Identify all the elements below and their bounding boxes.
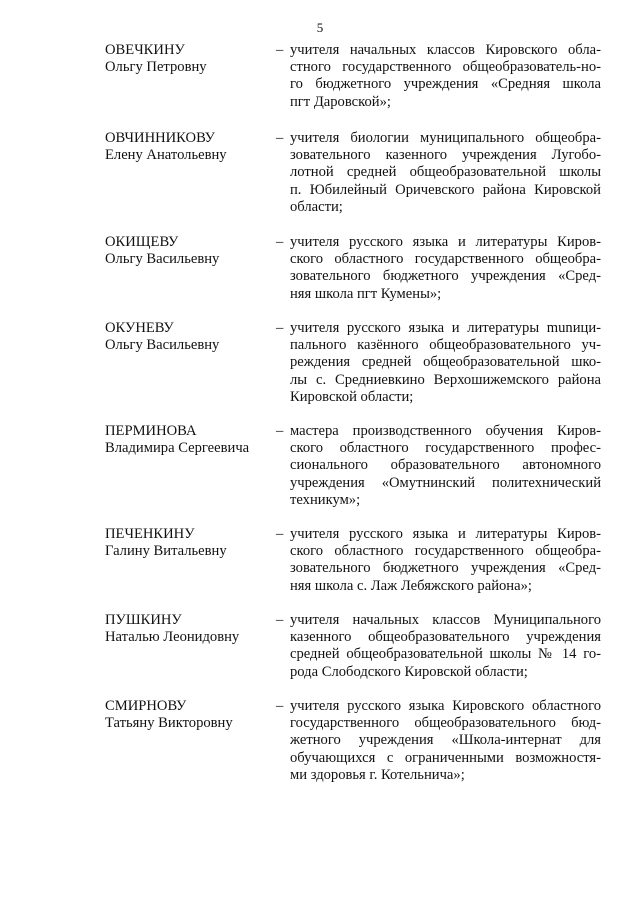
description-line: учителя русского языка Кировского областного — [290, 698, 601, 714]
description-line: го бюджетного учреждения «Средняя школа — [290, 76, 601, 93]
entry-dash: – — [276, 320, 284, 336]
description-line: области; — [290, 198, 343, 215]
person-name — [105, 42, 275, 76]
person-name — [105, 698, 275, 732]
given-name: Ольгу Петровну — [105, 59, 207, 76]
description-line: зовательного бюджетного учреждения «Сред- — [290, 268, 601, 285]
given-name: Владимира Сергеевича — [105, 440, 250, 457]
surname: ОКИЩЕВУ — [105, 234, 179, 250]
description-line: пгт Даровской»; — [290, 93, 391, 110]
description-line: казенного общеобразовательного учреждения — [290, 629, 601, 646]
description-line: учителя начальных классов Кировского обла- — [290, 42, 601, 58]
given-name: Наталью Леонидовну — [105, 629, 240, 646]
description-line: няя школа пгт Кумены»; — [290, 285, 442, 302]
description-line: ми здоровья г. Котельнича»; — [290, 766, 465, 783]
description-line: реждения средней общеобразовательной шко- — [290, 354, 601, 371]
description-line: мастера производственного обучения Киров- — [290, 423, 601, 439]
position-description — [290, 526, 601, 595]
entry-dash: – — [276, 234, 284, 250]
entry-dash: – — [276, 130, 284, 146]
description-line: ского областного государственного общеобра- — [290, 251, 601, 268]
position-description — [290, 423, 601, 509]
description-line: сионального образовательного автономного — [290, 457, 601, 474]
description-line: учителя биологии муниципального общеобра- — [290, 130, 601, 146]
entry-dash: – — [276, 698, 284, 714]
position-description — [290, 42, 601, 111]
description-line: учителя русского языка и литературы Киров- — [290, 526, 601, 542]
position-description — [290, 234, 601, 303]
entry-dash: – — [276, 42, 284, 58]
description-line: учреждения «Омутнинский политехнический — [290, 474, 601, 491]
surname: ПЕЧЕНКИНУ — [105, 526, 195, 542]
entry-dash: – — [276, 612, 284, 628]
surname: ПУШКИНУ — [105, 612, 182, 628]
surname: ОВЕЧКИНУ — [105, 42, 185, 58]
description-line: зовательного казенного учреждения Лугобо- — [290, 147, 601, 164]
description-line: п. Юбилейный Оричевского района Кировской — [290, 181, 601, 198]
description-line: учителя русского языка и литературы Киров- — [290, 234, 601, 250]
entry-dash: – — [276, 526, 284, 542]
given-name: Ольгу Васильевну — [105, 251, 220, 268]
description-line: государственного общеобразовательного бюд- — [290, 715, 601, 732]
description-line: Кировской области; — [290, 388, 414, 405]
description-line: пального казённого общеобразовательного уч- — [290, 337, 601, 354]
description-line: няя школа с. Лаж Лебяжского района»; — [290, 577, 532, 594]
surname: ОВЧИННИКОВУ — [105, 130, 215, 146]
description-line: зовательного бюджетного учреждения «Сред- — [290, 560, 601, 577]
description-line: ского областного государственного профес- — [290, 440, 601, 457]
position-description — [290, 320, 601, 406]
given-name: Татьяну Викторовну — [105, 715, 233, 732]
position-description — [290, 612, 601, 681]
description-line: жетного учреждения «Школа-интернат для — [290, 732, 601, 749]
description-line: учителя русского языка и литературы munици- — [290, 320, 601, 336]
person-name — [105, 130, 275, 164]
position-description — [290, 698, 601, 784]
description-line: ского областного государственного общеобра- — [290, 543, 601, 560]
description-line: рода Слободского Кировской области; — [290, 663, 528, 680]
entry-dash: – — [276, 423, 284, 439]
description-line: средней общеобразовательной школы № 14 го- — [290, 646, 601, 663]
person-name — [105, 612, 275, 646]
surname: ПЕРМИНОВА — [105, 423, 197, 439]
person-name — [105, 526, 275, 560]
position-description — [290, 130, 601, 216]
given-name: Галину Витальевну — [105, 543, 227, 560]
description-line: техникум»; — [290, 491, 361, 508]
description-line: лы с. Средниевкино Верхошижемского района — [290, 371, 601, 388]
description-line: обучающихся с ограниченными возможностя- — [290, 749, 601, 766]
person-name — [105, 320, 275, 354]
description-line: учителя начальных классов Муниципального — [290, 612, 601, 628]
surname: ОКУНЕВУ — [105, 320, 174, 336]
description-line: стного государственного общеобразователь-но- — [290, 59, 601, 76]
given-name: Елену Анатольевну — [105, 147, 227, 164]
given-name: Ольгу Васильевну — [105, 337, 220, 354]
person-name — [105, 423, 275, 457]
surname: СМИРНОВУ — [105, 698, 187, 714]
person-name — [105, 234, 275, 268]
page-number: 5 — [316, 20, 324, 35]
description-line: лотной средней общеобразовательной школы — [290, 164, 601, 181]
